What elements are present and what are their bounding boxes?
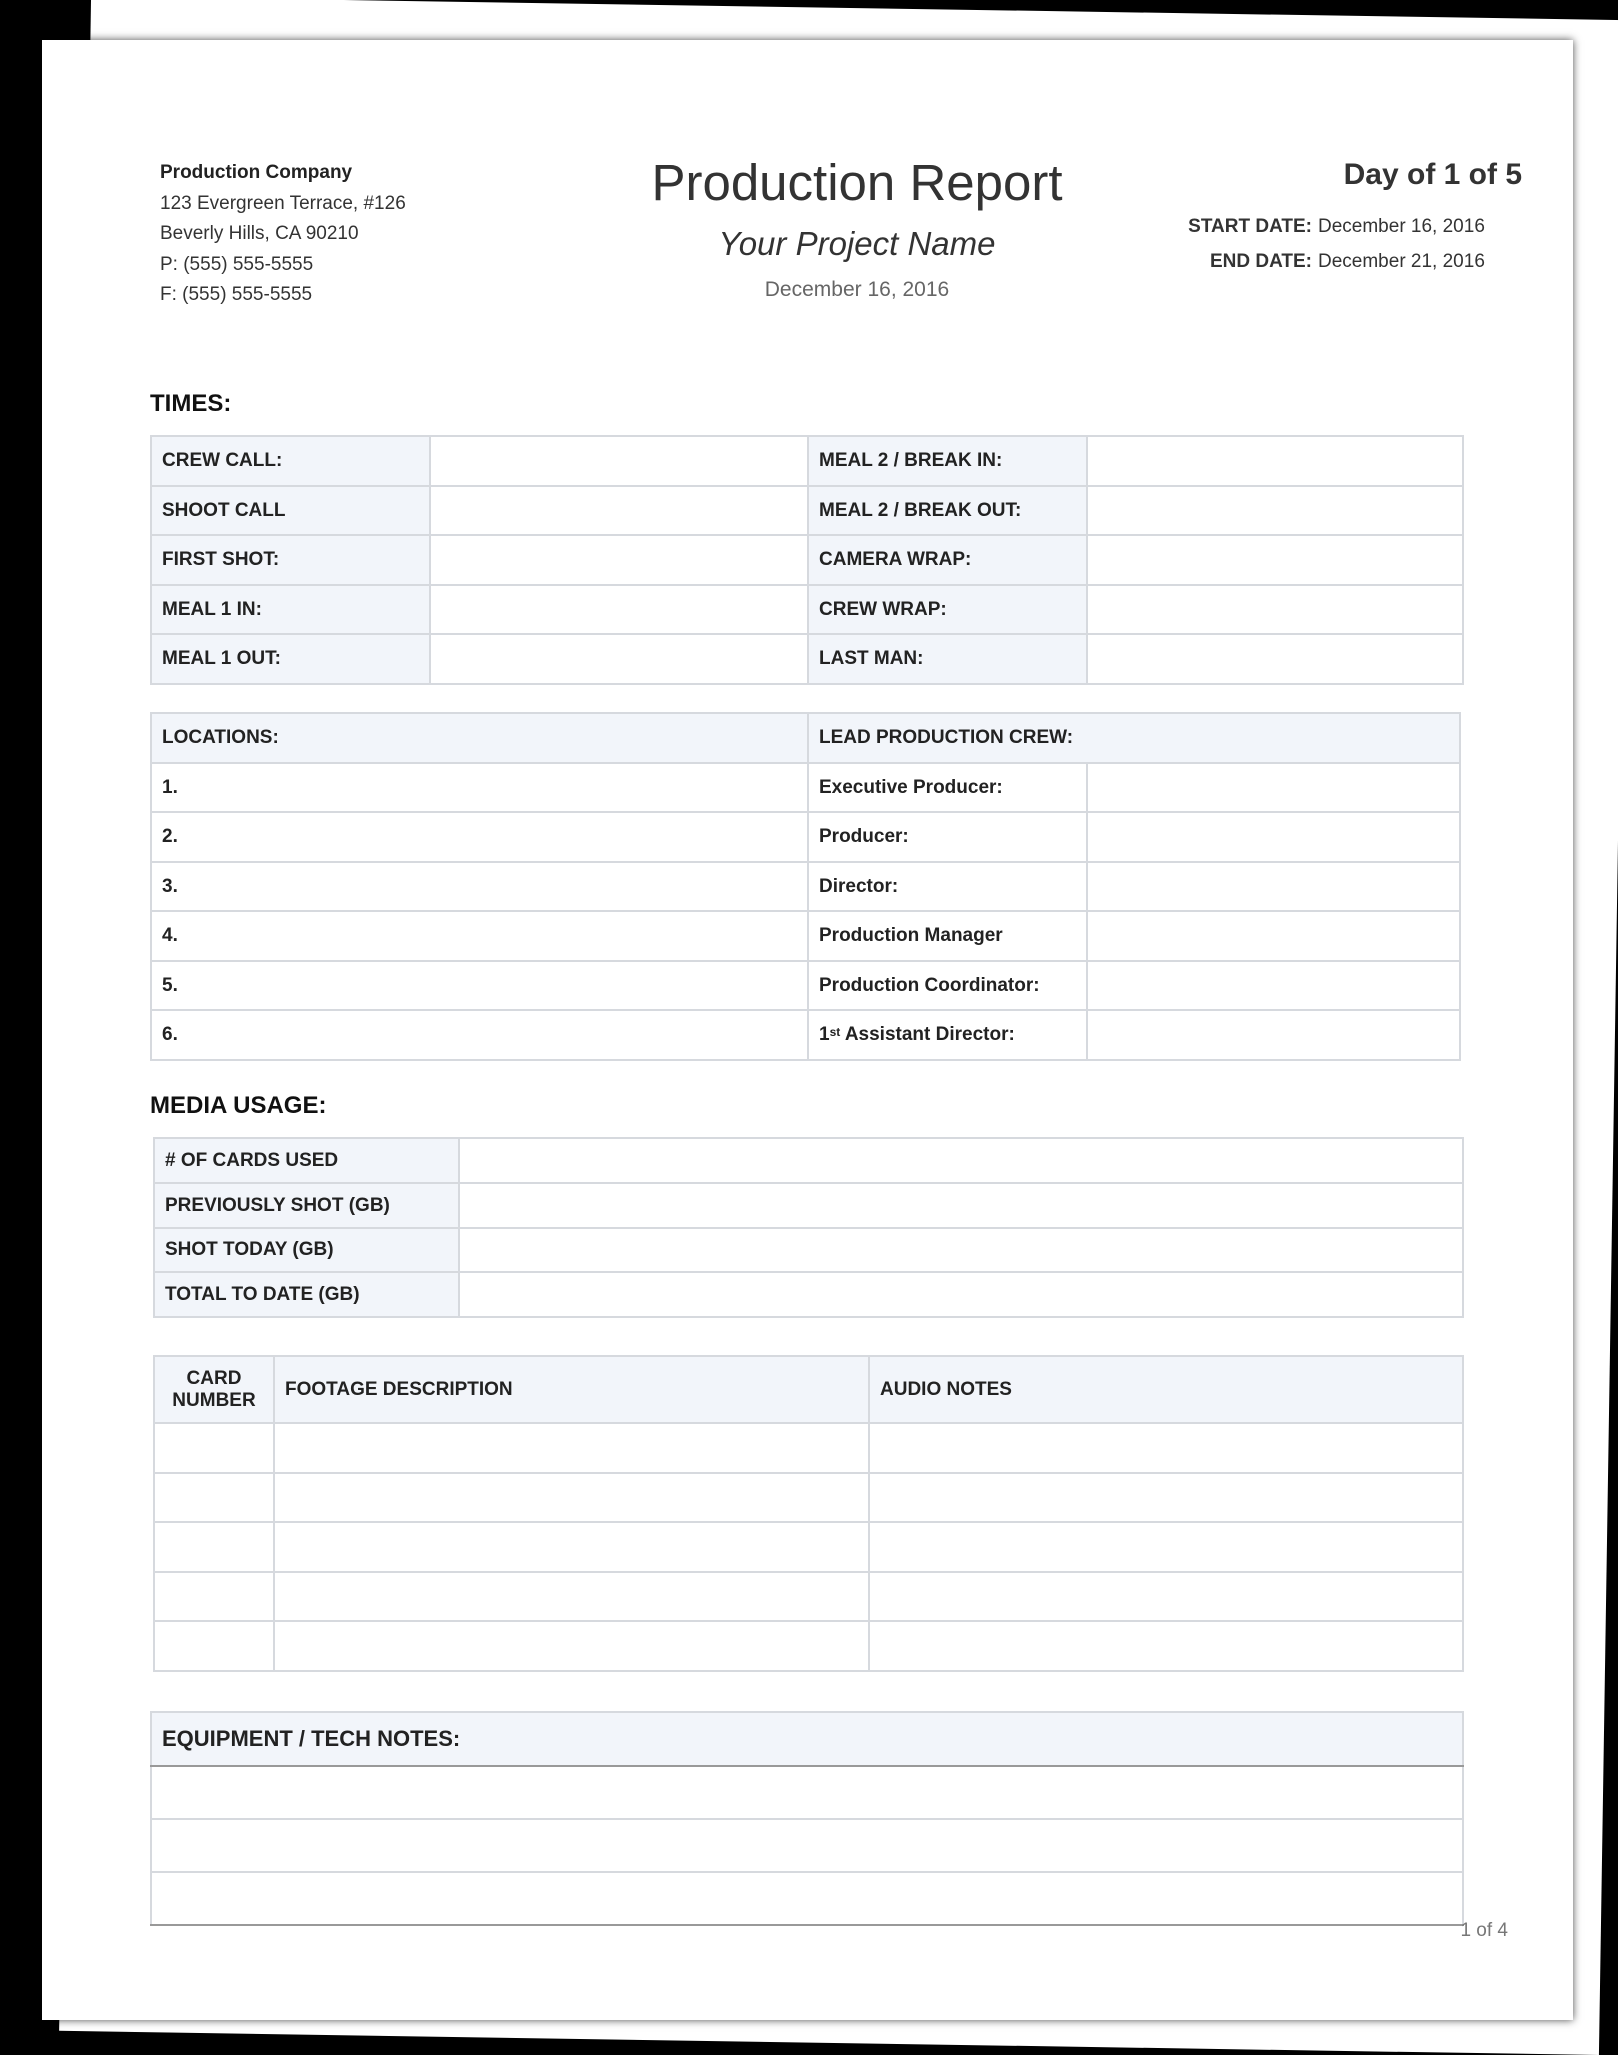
meal1-in-field[interactable] bbox=[430, 585, 808, 634]
director-field[interactable] bbox=[1087, 862, 1460, 911]
lead-crew-heading: LEAD PRODUCTION CREW: bbox=[808, 713, 1460, 763]
location-item-6[interactable]: 6. bbox=[151, 1010, 808, 1060]
location-item-3[interactable]: 3. bbox=[151, 862, 808, 911]
card-number-cell[interactable] bbox=[154, 1621, 274, 1671]
page-number: 1 of 4 bbox=[1460, 1920, 1508, 1941]
table-row bbox=[154, 1356, 1463, 1423]
table-row bbox=[151, 585, 1463, 634]
audio-notes-cell[interactable] bbox=[869, 1572, 1463, 1621]
executive-producer-field[interactable] bbox=[1087, 763, 1460, 812]
equipment-notes-table bbox=[150, 1711, 1464, 1926]
first-ad-sup: st bbox=[829, 1025, 841, 1039]
meal1-out-label: MEAL 1 OUT: bbox=[151, 634, 430, 684]
first-ad-label bbox=[808, 1010, 1087, 1060]
footage-description-cell[interactable] bbox=[274, 1522, 869, 1572]
company-fax: F: (555) 555-5555 bbox=[160, 284, 313, 305]
crew-wrap-field[interactable] bbox=[1087, 585, 1463, 634]
card-number-line2: NUMBER bbox=[172, 1389, 256, 1411]
previously-shot-label: PREVIOUSLY SHOT (GB) bbox=[154, 1183, 459, 1228]
equipment-notes-line[interactable] bbox=[151, 1872, 1463, 1925]
table-row bbox=[154, 1228, 1463, 1272]
table-row bbox=[151, 1766, 1463, 1819]
card-number-cell[interactable] bbox=[154, 1473, 274, 1522]
table-row bbox=[151, 961, 1460, 1010]
footage-description-cell[interactable] bbox=[274, 1572, 869, 1621]
company-address-line2: Beverly Hills, CA 90210 bbox=[160, 223, 359, 244]
table-row bbox=[151, 1712, 1463, 1766]
report-title: Production Report bbox=[651, 154, 1063, 211]
table-row bbox=[154, 1138, 1463, 1183]
footage-description-cell[interactable] bbox=[274, 1621, 869, 1671]
meal2-break-out-label: MEAL 2 / BREAK OUT: bbox=[808, 486, 1087, 535]
table-row bbox=[151, 634, 1463, 684]
executive-producer-label: Executive Producer: bbox=[808, 763, 1087, 812]
table-row bbox=[151, 911, 1460, 961]
table-row bbox=[154, 1423, 1463, 1473]
table-row bbox=[154, 1272, 1463, 1317]
card-number-header bbox=[154, 1356, 274, 1423]
project-name: Your Project Name bbox=[718, 225, 996, 262]
meal2-break-in-field[interactable] bbox=[1087, 436, 1463, 486]
equipment-notes-heading: EQUIPMENT / TECH NOTES: bbox=[151, 1712, 1463, 1766]
audio-notes-header: AUDIO NOTES bbox=[869, 1356, 1463, 1423]
shot-today-field[interactable] bbox=[459, 1228, 1463, 1272]
cards-used-label: # OF CARDS USED bbox=[154, 1138, 459, 1183]
last-man-field[interactable] bbox=[1087, 634, 1463, 684]
camera-wrap-label: CAMERA WRAP: bbox=[808, 535, 1087, 585]
last-man-label: LAST MAN: bbox=[808, 634, 1087, 684]
table-row bbox=[154, 1522, 1463, 1572]
table-row bbox=[151, 486, 1463, 535]
times-heading: TIMES: bbox=[150, 390, 232, 417]
crew-call-field[interactable] bbox=[430, 436, 808, 486]
locations-heading: LOCATIONS: bbox=[151, 713, 808, 763]
equipment-notes-line[interactable] bbox=[151, 1819, 1463, 1872]
first-ad-field[interactable] bbox=[1087, 1010, 1460, 1060]
camera-wrap-field[interactable] bbox=[1087, 535, 1463, 585]
company-name: Production Company bbox=[160, 162, 353, 183]
meal2-break-out-field[interactable] bbox=[1087, 486, 1463, 535]
shoot-call-field[interactable] bbox=[430, 486, 808, 535]
audio-notes-cell[interactable] bbox=[869, 1522, 1463, 1572]
end-date-value: December 21, 2016 bbox=[1318, 251, 1485, 272]
times-table bbox=[150, 435, 1464, 685]
table-row bbox=[154, 1621, 1463, 1671]
producer-label: Producer: bbox=[808, 812, 1087, 862]
first-ad-text: Assistant Director: bbox=[840, 1024, 1015, 1045]
production-coordinator-label: Production Coordinator: bbox=[808, 961, 1087, 1010]
table-row bbox=[151, 1872, 1463, 1925]
media-usage-heading: MEDIA USAGE: bbox=[150, 1092, 327, 1119]
cards-used-field[interactable] bbox=[459, 1138, 1463, 1183]
audio-notes-cell[interactable] bbox=[869, 1621, 1463, 1671]
meal1-in-label: MEAL 1 IN: bbox=[151, 585, 430, 634]
card-number-line1: CARD bbox=[186, 1367, 242, 1389]
shot-today-label: SHOT TODAY (GB) bbox=[154, 1228, 459, 1272]
table-row bbox=[154, 1183, 1463, 1228]
table-row bbox=[151, 862, 1460, 911]
table-row bbox=[151, 1010, 1460, 1060]
first-shot-field[interactable] bbox=[430, 535, 808, 585]
company-phone: P: (555) 555-5555 bbox=[160, 254, 314, 275]
table-row bbox=[151, 713, 1460, 763]
locations-crew-table bbox=[150, 712, 1461, 1061]
meal1-out-field[interactable] bbox=[430, 634, 808, 684]
production-manager-field[interactable] bbox=[1087, 911, 1460, 961]
audio-notes-cell[interactable] bbox=[869, 1423, 1463, 1473]
start-date-label: START DATE: bbox=[1188, 216, 1312, 237]
end-date-label: END DATE: bbox=[1209, 251, 1312, 272]
footage-description-header: FOOTAGE DESCRIPTION bbox=[274, 1356, 869, 1423]
card-number-cell[interactable] bbox=[154, 1572, 274, 1621]
location-item-2[interactable]: 2. bbox=[151, 812, 808, 862]
location-item-5[interactable]: 5. bbox=[151, 961, 808, 1010]
card-number-cell[interactable] bbox=[154, 1423, 274, 1473]
first-shot-label: FIRST SHOT: bbox=[151, 535, 430, 585]
meal2-break-in-label: MEAL 2 / BREAK IN: bbox=[808, 436, 1087, 486]
crew-wrap-label: CREW WRAP: bbox=[808, 585, 1087, 634]
audio-notes-cell[interactable] bbox=[869, 1473, 1463, 1522]
table-row bbox=[151, 1819, 1463, 1872]
footage-description-cell[interactable] bbox=[274, 1473, 869, 1522]
table-row bbox=[151, 436, 1463, 486]
location-item-1[interactable]: 1. bbox=[151, 763, 808, 812]
total-to-date-label: TOTAL TO DATE (GB) bbox=[154, 1272, 459, 1317]
crew-call-label: CREW CALL: bbox=[151, 436, 430, 486]
producer-field[interactable] bbox=[1087, 812, 1460, 862]
start-date-value: December 16, 2016 bbox=[1318, 216, 1485, 237]
table-row bbox=[151, 535, 1463, 585]
location-item-4[interactable]: 4. bbox=[151, 911, 808, 961]
table-row bbox=[154, 1572, 1463, 1621]
report-page bbox=[42, 40, 1573, 2020]
total-to-date-field[interactable] bbox=[459, 1272, 1463, 1317]
table-row bbox=[151, 812, 1460, 862]
table-row bbox=[151, 763, 1460, 812]
first-ad-prefix: 1 bbox=[819, 1024, 830, 1045]
report-date: December 16, 2016 bbox=[764, 278, 950, 301]
previously-shot-field[interactable] bbox=[459, 1183, 1463, 1228]
production-manager-label: Production Manager bbox=[808, 911, 1087, 961]
day-of-counter: Day of 1 of 5 bbox=[1343, 158, 1522, 191]
table-row bbox=[154, 1473, 1463, 1522]
production-coordinator-field[interactable] bbox=[1087, 961, 1460, 1010]
card-number-cell[interactable] bbox=[154, 1522, 274, 1572]
director-label: Director: bbox=[808, 862, 1087, 911]
equipment-notes-line[interactable] bbox=[151, 1766, 1463, 1819]
footage-table bbox=[153, 1355, 1464, 1672]
media-usage-table bbox=[153, 1137, 1464, 1318]
company-address-line1: 123 Evergreen Terrace, #126 bbox=[160, 193, 406, 214]
shoot-call-label: SHOOT CALL bbox=[151, 486, 430, 535]
footage-description-cell[interactable] bbox=[274, 1423, 869, 1473]
